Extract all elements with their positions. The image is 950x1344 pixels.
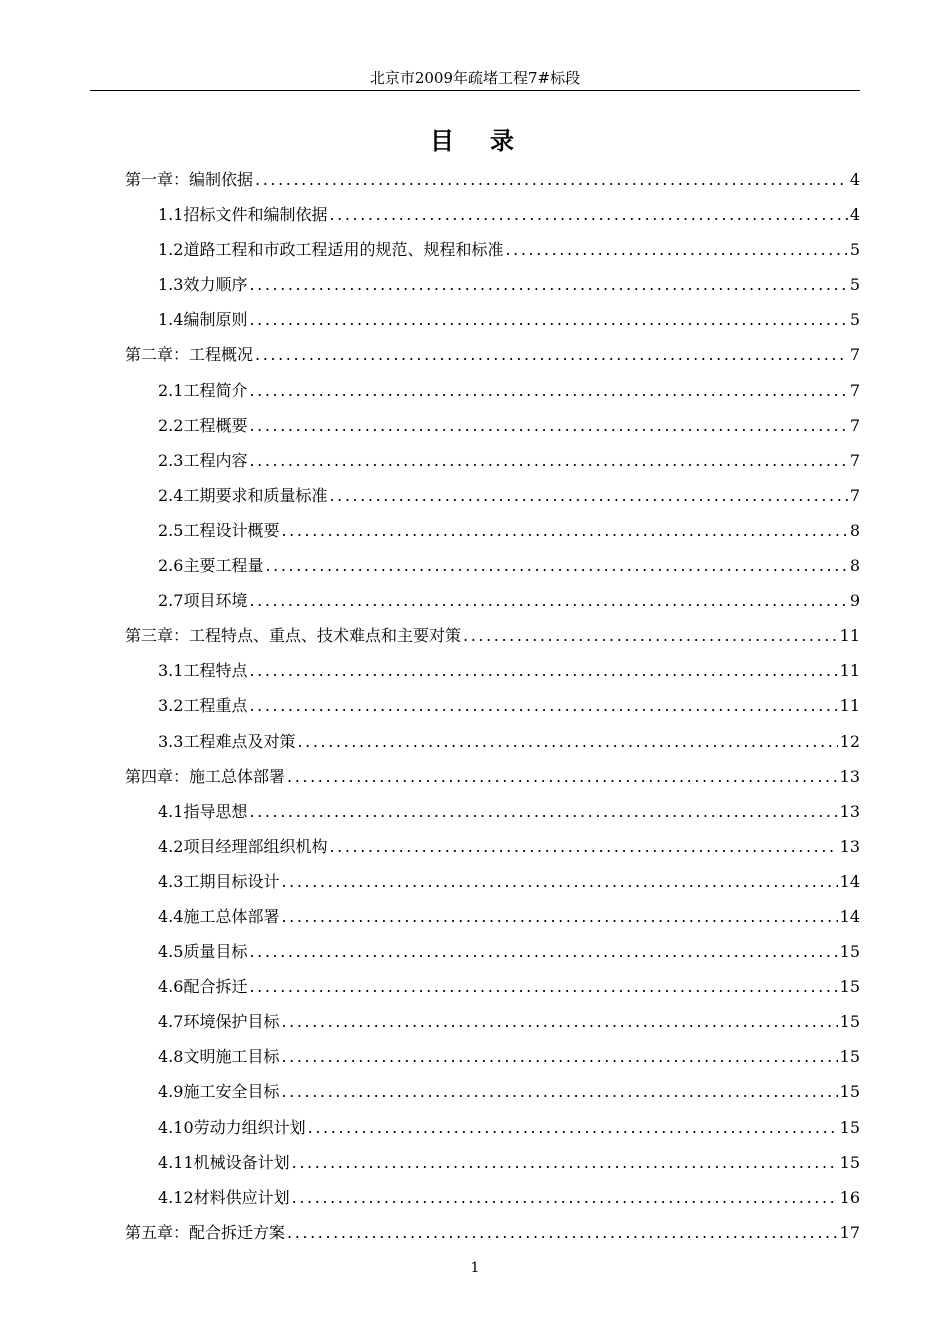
toc-entry-page: 7 — [849, 380, 860, 400]
toc-section-entry[interactable] — [125, 583, 860, 618]
toc-dot-leader — [281, 1074, 837, 1109]
toc-entry-page: 7 — [849, 485, 860, 505]
toc-dot-leader — [329, 829, 837, 864]
toc-entry-page: 15 — [839, 1082, 860, 1102]
toc-entry-label: 第五章：配合拆迁方案 — [125, 1222, 286, 1242]
header-rule — [90, 90, 860, 91]
toc-section-entry[interactable] — [125, 1004, 860, 1039]
toc-entry-page: 14 — [839, 906, 860, 926]
toc-entry-page: 15 — [839, 942, 860, 962]
toc-chapter-entry[interactable] — [125, 162, 860, 197]
toc-section-entry[interactable] — [125, 864, 860, 899]
toc-section-entry[interactable] — [125, 1180, 860, 1215]
toc-entry-page: 5 — [849, 275, 860, 295]
toc-dot-leader — [255, 162, 848, 197]
toc-dot-leader — [287, 759, 838, 794]
toc-dot-leader — [329, 197, 847, 232]
toc-chapter-entry[interactable] — [125, 1215, 860, 1250]
toc-entry-label: 2.4工期要求和质量标准 — [158, 485, 328, 505]
toc-section-entry[interactable] — [125, 829, 860, 864]
toc-entry-page: 7 — [849, 450, 860, 470]
toc-entry-page: 15 — [839, 977, 860, 997]
toc-entry-label: 4.5质量目标 — [158, 942, 248, 962]
toc-dot-leader — [281, 1039, 837, 1074]
toc-dot-leader — [463, 618, 838, 653]
toc-entry-label: 2.2工程概要 — [158, 415, 248, 435]
toc-entry-page: 11 — [839, 626, 860, 646]
toc-entry-page: 8 — [849, 520, 860, 540]
toc-chapter-entry[interactable] — [125, 618, 860, 653]
toc-entry-page: 11 — [839, 696, 860, 716]
toc-title: 目 录 — [430, 126, 520, 155]
toc-dot-leader — [249, 794, 837, 829]
toc-section-entry[interactable] — [125, 478, 860, 513]
toc-dot-leader — [292, 1145, 838, 1180]
toc-dot-leader — [249, 267, 847, 302]
toc-entry-label: 2.5工程设计概要 — [158, 520, 280, 540]
toc-entry-label: 4.11机械设备计划 — [158, 1152, 290, 1172]
toc-section-entry[interactable] — [125, 232, 860, 267]
toc-entry-page: 5 — [849, 240, 860, 260]
toc-entry-page: 8 — [849, 556, 860, 576]
toc-entry-page: 7 — [849, 345, 860, 365]
toc-dot-leader — [297, 724, 837, 759]
toc-dot-leader — [255, 337, 848, 372]
toc-entry-label: 2.6主要工程量 — [158, 556, 264, 576]
toc-entry-label: 3.1工程特点 — [158, 661, 248, 681]
toc-dot-leader — [249, 688, 837, 723]
toc-entry-page: 13 — [839, 766, 860, 786]
toc-dot-leader — [287, 1215, 838, 1250]
toc-entry-label: 4.2项目经理部组织机构 — [158, 836, 328, 856]
toc-entry-label: 第一章：编制依据 — [125, 170, 254, 189]
toc-dot-leader — [265, 548, 847, 583]
toc-dot-leader — [308, 1110, 838, 1145]
page-number: 1 — [470, 1260, 480, 1276]
toc-section-entry[interactable] — [125, 653, 860, 688]
toc-dot-leader — [249, 969, 837, 1004]
toc-entry-page: 5 — [849, 310, 860, 330]
toc-entry-label: 4.10劳动力组织计划 — [158, 1117, 306, 1137]
toc-entry-page: 15 — [839, 1152, 860, 1172]
toc-section-entry[interactable] — [125, 724, 860, 759]
toc-section-entry[interactable] — [125, 934, 860, 969]
toc-entry-label: 4.7环境保护目标 — [158, 1012, 280, 1032]
toc-section-entry[interactable] — [125, 1039, 860, 1074]
toc-dot-leader — [281, 899, 837, 934]
toc-entry-page: 11 — [839, 661, 860, 681]
toc-dot-leader — [281, 1004, 837, 1039]
toc-entry-page: 14 — [839, 871, 860, 891]
toc-entry-label: 4.4施工总体部署 — [158, 906, 280, 926]
toc-section-entry[interactable] — [125, 302, 860, 337]
toc-dot-leader — [505, 232, 847, 267]
toc-dot-leader — [249, 443, 847, 478]
toc-entry-label: 4.6配合拆迁 — [158, 977, 248, 997]
toc-entry-label: 第四章：施工总体部署 — [125, 766, 286, 786]
toc-section-entry[interactable] — [125, 688, 860, 723]
toc-chapter-entry[interactable] — [125, 759, 860, 794]
toc-entry-page: 4 — [849, 170, 860, 189]
toc-entry-page: 9 — [849, 591, 860, 611]
toc-entry-page: 7 — [849, 415, 860, 435]
toc-entry-label: 1.1招标文件和编制依据 — [158, 205, 328, 225]
toc-section-entry[interactable] — [125, 1145, 860, 1180]
toc-entry-page: 16 — [839, 1187, 860, 1207]
page-header: 北京市2009年疏堵工程7#标段 — [369, 69, 581, 87]
toc-dot-leader — [249, 373, 847, 408]
toc-dot-leader — [281, 513, 847, 548]
toc-entry-label: 4.3工期目标设计 — [158, 871, 280, 891]
toc-entry-label: 4.8文明施工目标 — [158, 1047, 280, 1067]
toc-section-entry[interactable] — [125, 1074, 860, 1109]
toc-dot-leader — [249, 583, 847, 618]
toc-entry-page: 15 — [839, 1012, 860, 1032]
toc-entry-label: 第三章：工程特点、重点、技术难点和主要对策 — [125, 626, 462, 646]
toc-entry-page: 13 — [839, 801, 860, 821]
toc-entry-label: 4.1指导思想 — [158, 801, 248, 821]
toc-entry-page: 13 — [839, 836, 860, 856]
toc-entry-label: 1.3效力顺序 — [158, 275, 248, 295]
toc-dot-leader — [249, 934, 837, 969]
toc-entry-label: 2.1工程简介 — [158, 380, 248, 400]
toc-section-entry[interactable] — [125, 408, 860, 443]
toc-entry-label: 1.2道路工程和市政工程适用的规范、规程和标准 — [158, 240, 504, 260]
toc-entry-label: 3.2工程重点 — [158, 696, 248, 716]
toc-section-entry[interactable] — [125, 548, 860, 583]
toc-entry-label: 3.3工程难点及对策 — [158, 731, 296, 751]
toc-section-entry[interactable] — [125, 1110, 860, 1145]
toc-section-entry[interactable] — [125, 267, 860, 302]
toc-entry-page: 4 — [849, 205, 860, 225]
toc-section-entry[interactable] — [125, 899, 860, 934]
toc-entry-label: 2.7项目环境 — [158, 591, 248, 611]
toc-section-entry[interactable] — [125, 443, 860, 478]
toc-section-entry[interactable] — [125, 969, 860, 1004]
table-of-contents — [125, 162, 860, 1250]
toc-entry-label: 1.4编制原则 — [158, 310, 248, 330]
toc-section-entry[interactable] — [125, 373, 860, 408]
toc-entry-page: 12 — [839, 731, 860, 751]
toc-section-entry[interactable] — [125, 513, 860, 548]
toc-section-entry[interactable] — [125, 197, 860, 232]
toc-chapter-entry[interactable] — [125, 337, 860, 372]
toc-dot-leader — [329, 478, 847, 513]
toc-dot-leader — [249, 653, 837, 688]
toc-entry-page: 15 — [839, 1117, 860, 1137]
toc-entry-label: 4.12材料供应计划 — [158, 1187, 290, 1207]
toc-dot-leader — [249, 408, 847, 443]
toc-entry-label: 4.9施工安全目标 — [158, 1082, 280, 1102]
toc-entry-label: 2.3工程内容 — [158, 450, 248, 470]
toc-entry-page: 15 — [839, 1047, 860, 1067]
toc-entry-label: 第二章：工程概况 — [125, 345, 254, 365]
toc-dot-leader — [281, 864, 837, 899]
toc-dot-leader — [249, 302, 847, 337]
toc-dot-leader — [292, 1180, 838, 1215]
toc-entry-page: 17 — [839, 1222, 860, 1242]
toc-section-entry[interactable] — [125, 794, 860, 829]
